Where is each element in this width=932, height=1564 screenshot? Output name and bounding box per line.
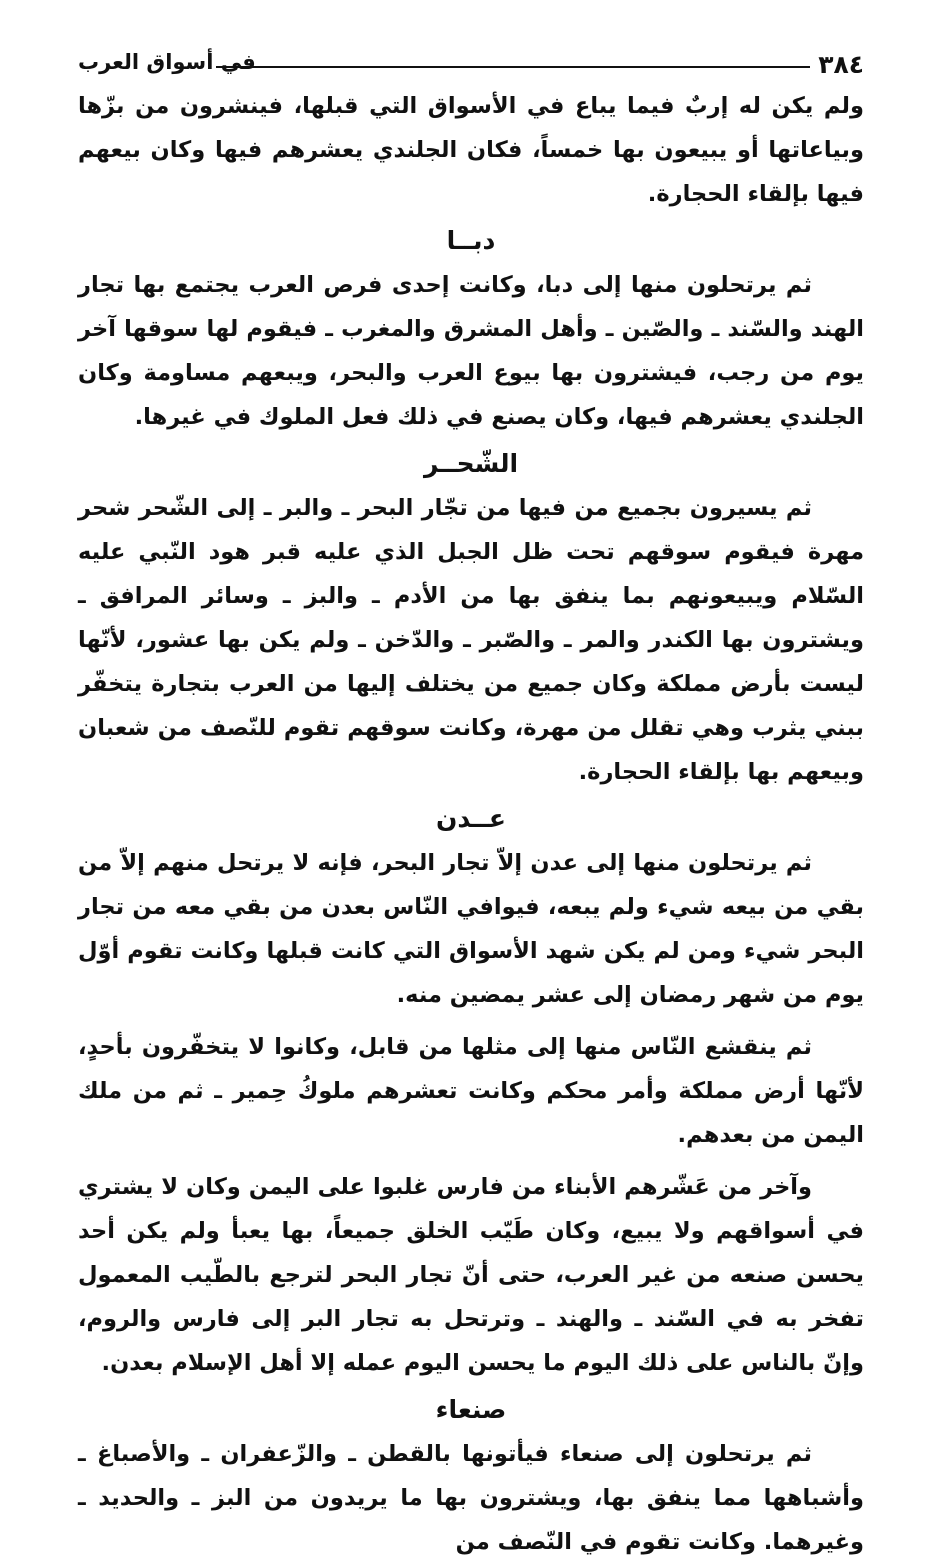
page-number: ٣٨٤ <box>818 50 864 79</box>
header-rule <box>216 66 810 68</box>
section-heading-shihr: الشّحــر <box>423 449 519 478</box>
paragraph: ثم يرتحلون منها إلى دبا، وكانت إحدى فرص العرب يجتمع بها تجار الهند والسّند ـ والصّين ـ وأهل المشرق والمغرب ـ فيقوم لها سوقها آخر يوم من رجب، فيشترون بها بيوع العرب والبحر، ويبعهم مساومة وكان الجلندي يعشرهم فيها، وكان يصنع في ذلك فعل الملوك في غيرها. <box>78 272 864 430</box>
paragraph: ثم يسيرون بجميع من فيها من تجّار البحر ـ والبر ـ إلى الشّحر شحر مهرة فيقوم سوقهم تحت ظل الجبل الذي عليه قبر هود النّبي عليه السّلام ويبيعونهم بما ينفق بها من الأدم ـ والبز ـ وسائر المرافق ـ ويشترون بها الكندر والمر ـ والصّبر ـ والدّخن ـ ولم يكن بها عشور، لأنّها ليست بأرض مملكة وكان جميع من يختلف إليها من العرب بتجارة يتخفّر ببني يثرب وهي تقلل من مهرة، وكانت سوقهم تقوم للنّصف من شعبان وبيعهم بها بإلقاء الحجارة. <box>78 495 864 785</box>
section-heading-sanaa: صنعاء <box>435 1395 507 1424</box>
running-head <box>78 44 864 84</box>
section-heading-aden: عــدن <box>436 804 506 833</box>
book-title: في أسواق العرب <box>78 50 256 74</box>
paragraph: ثم يرتحلون منها إلى عدن إلاّ تجار البحر، فإنه لا يرتحل منهم إلاّ من بقي من بيعه شيء ولم يبعه، فيوافي النّاس بعدن من بقي معه من تجار البحر شيء ومن لم يكن شهد الأسواق التي كانت قبلها وكانت تقوم أوّل يوم من شهر رمضان إلى عشر يمضين منه. <box>78 850 864 1008</box>
paragraph: ثم ينقشع النّاس منها إلى مثلها من قابل، وكانوا لا يتخفّرون بأحدٍ، لأنّها أرض مملكة وأمر محكم وكانت تعشرهم ملوكُ حِمير ـ ثم من ملك اليمن من بعدهم. <box>78 1034 864 1148</box>
paragraph: ثم يرتحلون إلى صنعاء فيأتونها بالقطن ـ والزّعفران ـ والأصباغ ـ وأشباهها مما ينفق بها، ويشترون بها ما يريدون من البز ـ والحديد ـ وغيرهما. وكانت تقوم في النّصف من <box>78 1441 864 1555</box>
section-heading-daba: دبــا <box>446 226 496 255</box>
paragraph: وآخر من عَشّرهم الأبناء من فارس غلبوا على اليمن وكان لا يشتري في أسواقهم ولا يبيع، وكان طَيّب الخلق جميعاً، بها يعبأ ولم يكن أحد يحسن صنعه من غير العرب، حتى أنّ تجار البحر لترجع بالطّيب المعمول تفخر به في السّند ـ والهند ـ وترتحل به تجار البر إلى فارس والروم، وإنّ بالناس على ذلك اليوم ما يحسن اليوم عمله إلا أهل الإسلام بعدن. <box>78 1174 864 1376</box>
book-page <box>78 44 864 1555</box>
paragraph: ولم يكن له إربٌ فيما يباع في الأسواق التي قبلها، فينشرون من بزّها وبياعاتها أو يبيعون بها خمساً، فكان الجلندي يعشرهم فيها وكان بيعهم فيها بإلقاء الحجارة. <box>78 93 864 207</box>
